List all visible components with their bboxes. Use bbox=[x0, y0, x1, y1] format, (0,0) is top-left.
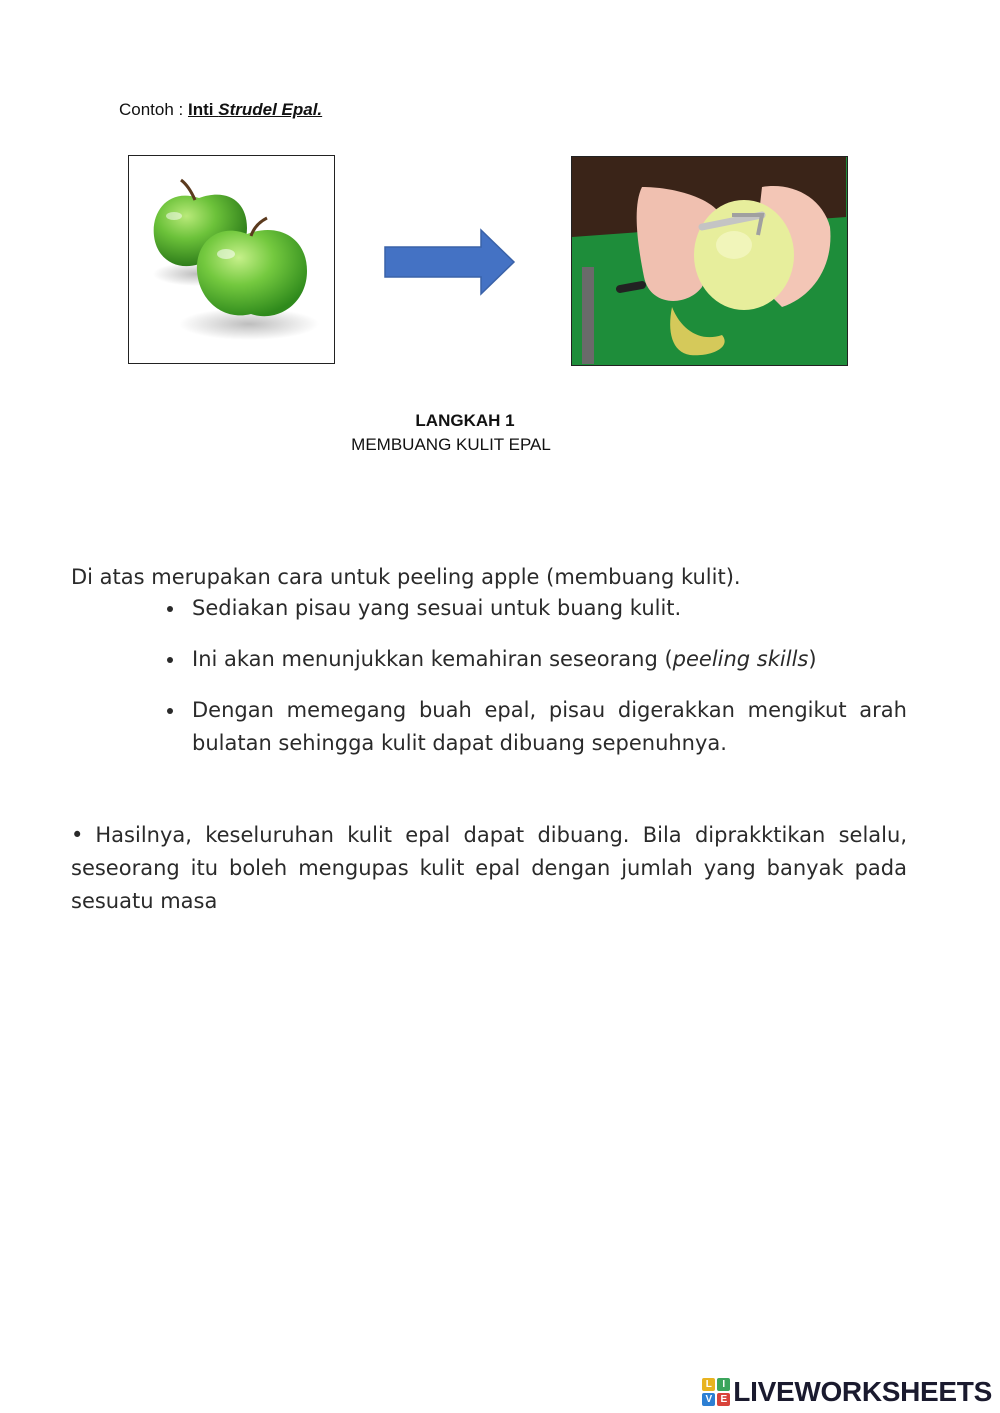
logo-letter-l: L bbox=[702, 1378, 715, 1391]
result-paragraph: • Hasilnya, keseluruhan kulit epal dapat dibuang. Bila diprakktikan selalu, seseorang itu boleh mengupas kulit epal dengan jumlah yang banyak pada sesuatu masa bbox=[71, 823, 907, 913]
intro-paragraph: Di atas merupakan cara untuk peeling apple (membuang kulit). bbox=[71, 565, 741, 589]
hands-peeling-illustration bbox=[572, 157, 846, 364]
list-item: Ini akan menunjukkan kemahiran seseorang (peeling skills) bbox=[150, 643, 907, 676]
instruction-list bbox=[150, 592, 907, 778]
example-heading bbox=[119, 100, 322, 120]
logo-letter-e: E bbox=[717, 1393, 730, 1406]
step-title: LANGKAH 1 bbox=[415, 411, 515, 430]
list-item: Sediakan pisau yang sesuai untuk buang kulit. bbox=[150, 592, 907, 625]
apples-image bbox=[128, 155, 335, 364]
example-prefix: Contoh : bbox=[119, 100, 188, 119]
peeling-skills-term: peeling skills bbox=[672, 647, 809, 671]
example-title: Inti Strudel Epal. bbox=[188, 100, 323, 119]
liveworksheets-logo bbox=[702, 1375, 992, 1409]
logo-squares bbox=[702, 1378, 730, 1406]
logo-wordmark: LIVEWORKSHEETS bbox=[733, 1376, 992, 1407]
green-apples-illustration bbox=[129, 156, 333, 362]
step-subtitle: MEMBUANG KULIT EPAL bbox=[351, 435, 551, 454]
arrow-right-icon bbox=[383, 228, 517, 296]
logo-letter-v: V bbox=[702, 1393, 715, 1406]
bullet-dot: • bbox=[71, 823, 84, 847]
peeling-image bbox=[571, 156, 848, 366]
logo-letter-i: I bbox=[717, 1378, 730, 1391]
list-item: Dengan memegang buah epal, pisau digerakkan mengikut arah bulatan sehingga kulit dapat dibuang sepenuhnya. bbox=[150, 694, 907, 760]
